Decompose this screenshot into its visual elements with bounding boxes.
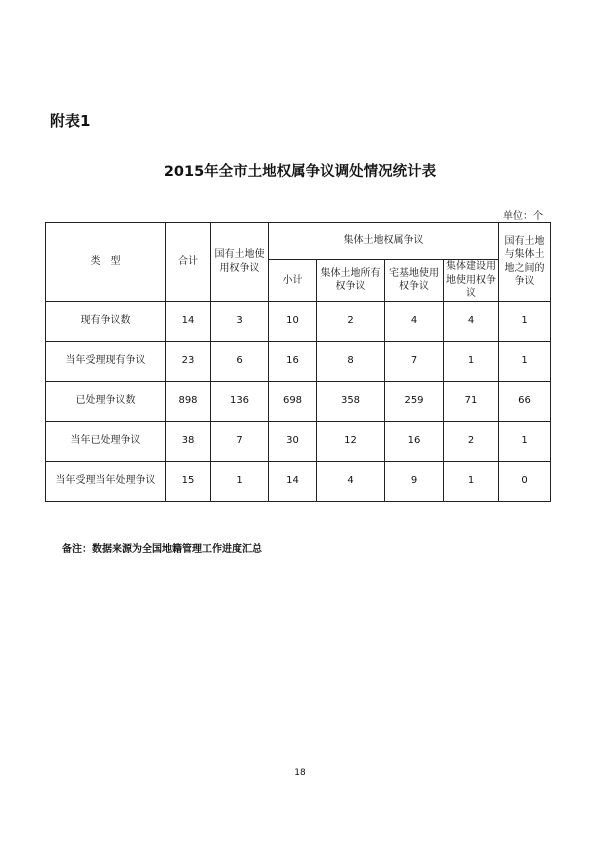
header-type: 类 型: [46, 223, 166, 302]
cell-value: 2: [317, 301, 385, 341]
row-label: 已处理争议数: [46, 381, 166, 421]
cell-value: 4: [385, 301, 444, 341]
cell-value: 4: [317, 461, 385, 501]
row-label: 当年已处理争议: [46, 421, 166, 461]
table-row: [46, 421, 551, 461]
cell-value: 6: [211, 341, 269, 381]
cell-value: 1: [499, 341, 551, 381]
cell-value: 0: [499, 461, 551, 501]
row-label: 当年受理现有争议: [46, 341, 166, 381]
header-homestead: 宅基地使用权争议: [385, 260, 444, 302]
cell-value: 14: [166, 301, 211, 341]
cell-value: 14: [269, 461, 317, 501]
cell-value: 23: [166, 341, 211, 381]
cell-value: 30: [269, 421, 317, 461]
table-row: [46, 461, 551, 501]
row-label: 当年受理当年处理争议: [46, 461, 166, 501]
header-state-collective: 国有土地与集体土地之间的争议: [499, 223, 551, 302]
header-total: 合计: [166, 223, 211, 302]
row-label: 现有争议数: [46, 301, 166, 341]
header-collective-construction: 集体建设用地使用权争议: [444, 260, 499, 302]
page-number: 18: [294, 768, 306, 778]
cell-value: 3: [211, 301, 269, 341]
table-title: 2015年全市土地权属争议调处情况统计表: [163, 164, 437, 180]
cell-value: 4: [444, 301, 499, 341]
cell-value: 136: [211, 381, 269, 421]
cell-value: 66: [499, 381, 551, 421]
cell-value: 7: [211, 421, 269, 461]
cell-value: 7: [385, 341, 444, 381]
cell-value: 16: [269, 341, 317, 381]
cell-value: 38: [166, 421, 211, 461]
header-collective-group: 集体土地权属争议: [269, 223, 499, 260]
table-row: [46, 381, 551, 421]
cell-value: 15: [166, 461, 211, 501]
cell-value: 9: [385, 461, 444, 501]
header-collective-ownership: 集体土地所有权争议: [317, 260, 385, 302]
cell-value: 71: [444, 381, 499, 421]
cell-value: 1: [444, 461, 499, 501]
cell-value: 2: [444, 421, 499, 461]
cell-value: 259: [385, 381, 444, 421]
header-subtotal: 小计: [269, 260, 317, 302]
table-row: [46, 341, 551, 381]
header-state-land-use: 国有土地使用权争议: [211, 223, 269, 302]
cell-value: 698: [269, 381, 317, 421]
cell-value: 10: [269, 301, 317, 341]
cell-value: 8: [317, 341, 385, 381]
statistics-table: [45, 222, 551, 502]
cell-value: 1: [499, 301, 551, 341]
annex-label: 附表1: [50, 112, 91, 130]
cell-value: 358: [317, 381, 385, 421]
table-row: [46, 301, 551, 341]
cell-value: 1: [444, 341, 499, 381]
cell-value: 898: [166, 381, 211, 421]
cell-value: 16: [385, 421, 444, 461]
cell-value: 12: [317, 421, 385, 461]
footnote: 备注：数据来源为全国地籍管理工作进度汇总: [62, 544, 262, 555]
cell-value: 1: [211, 461, 269, 501]
unit-label: 单位：个: [503, 211, 543, 222]
cell-value: 1: [499, 421, 551, 461]
